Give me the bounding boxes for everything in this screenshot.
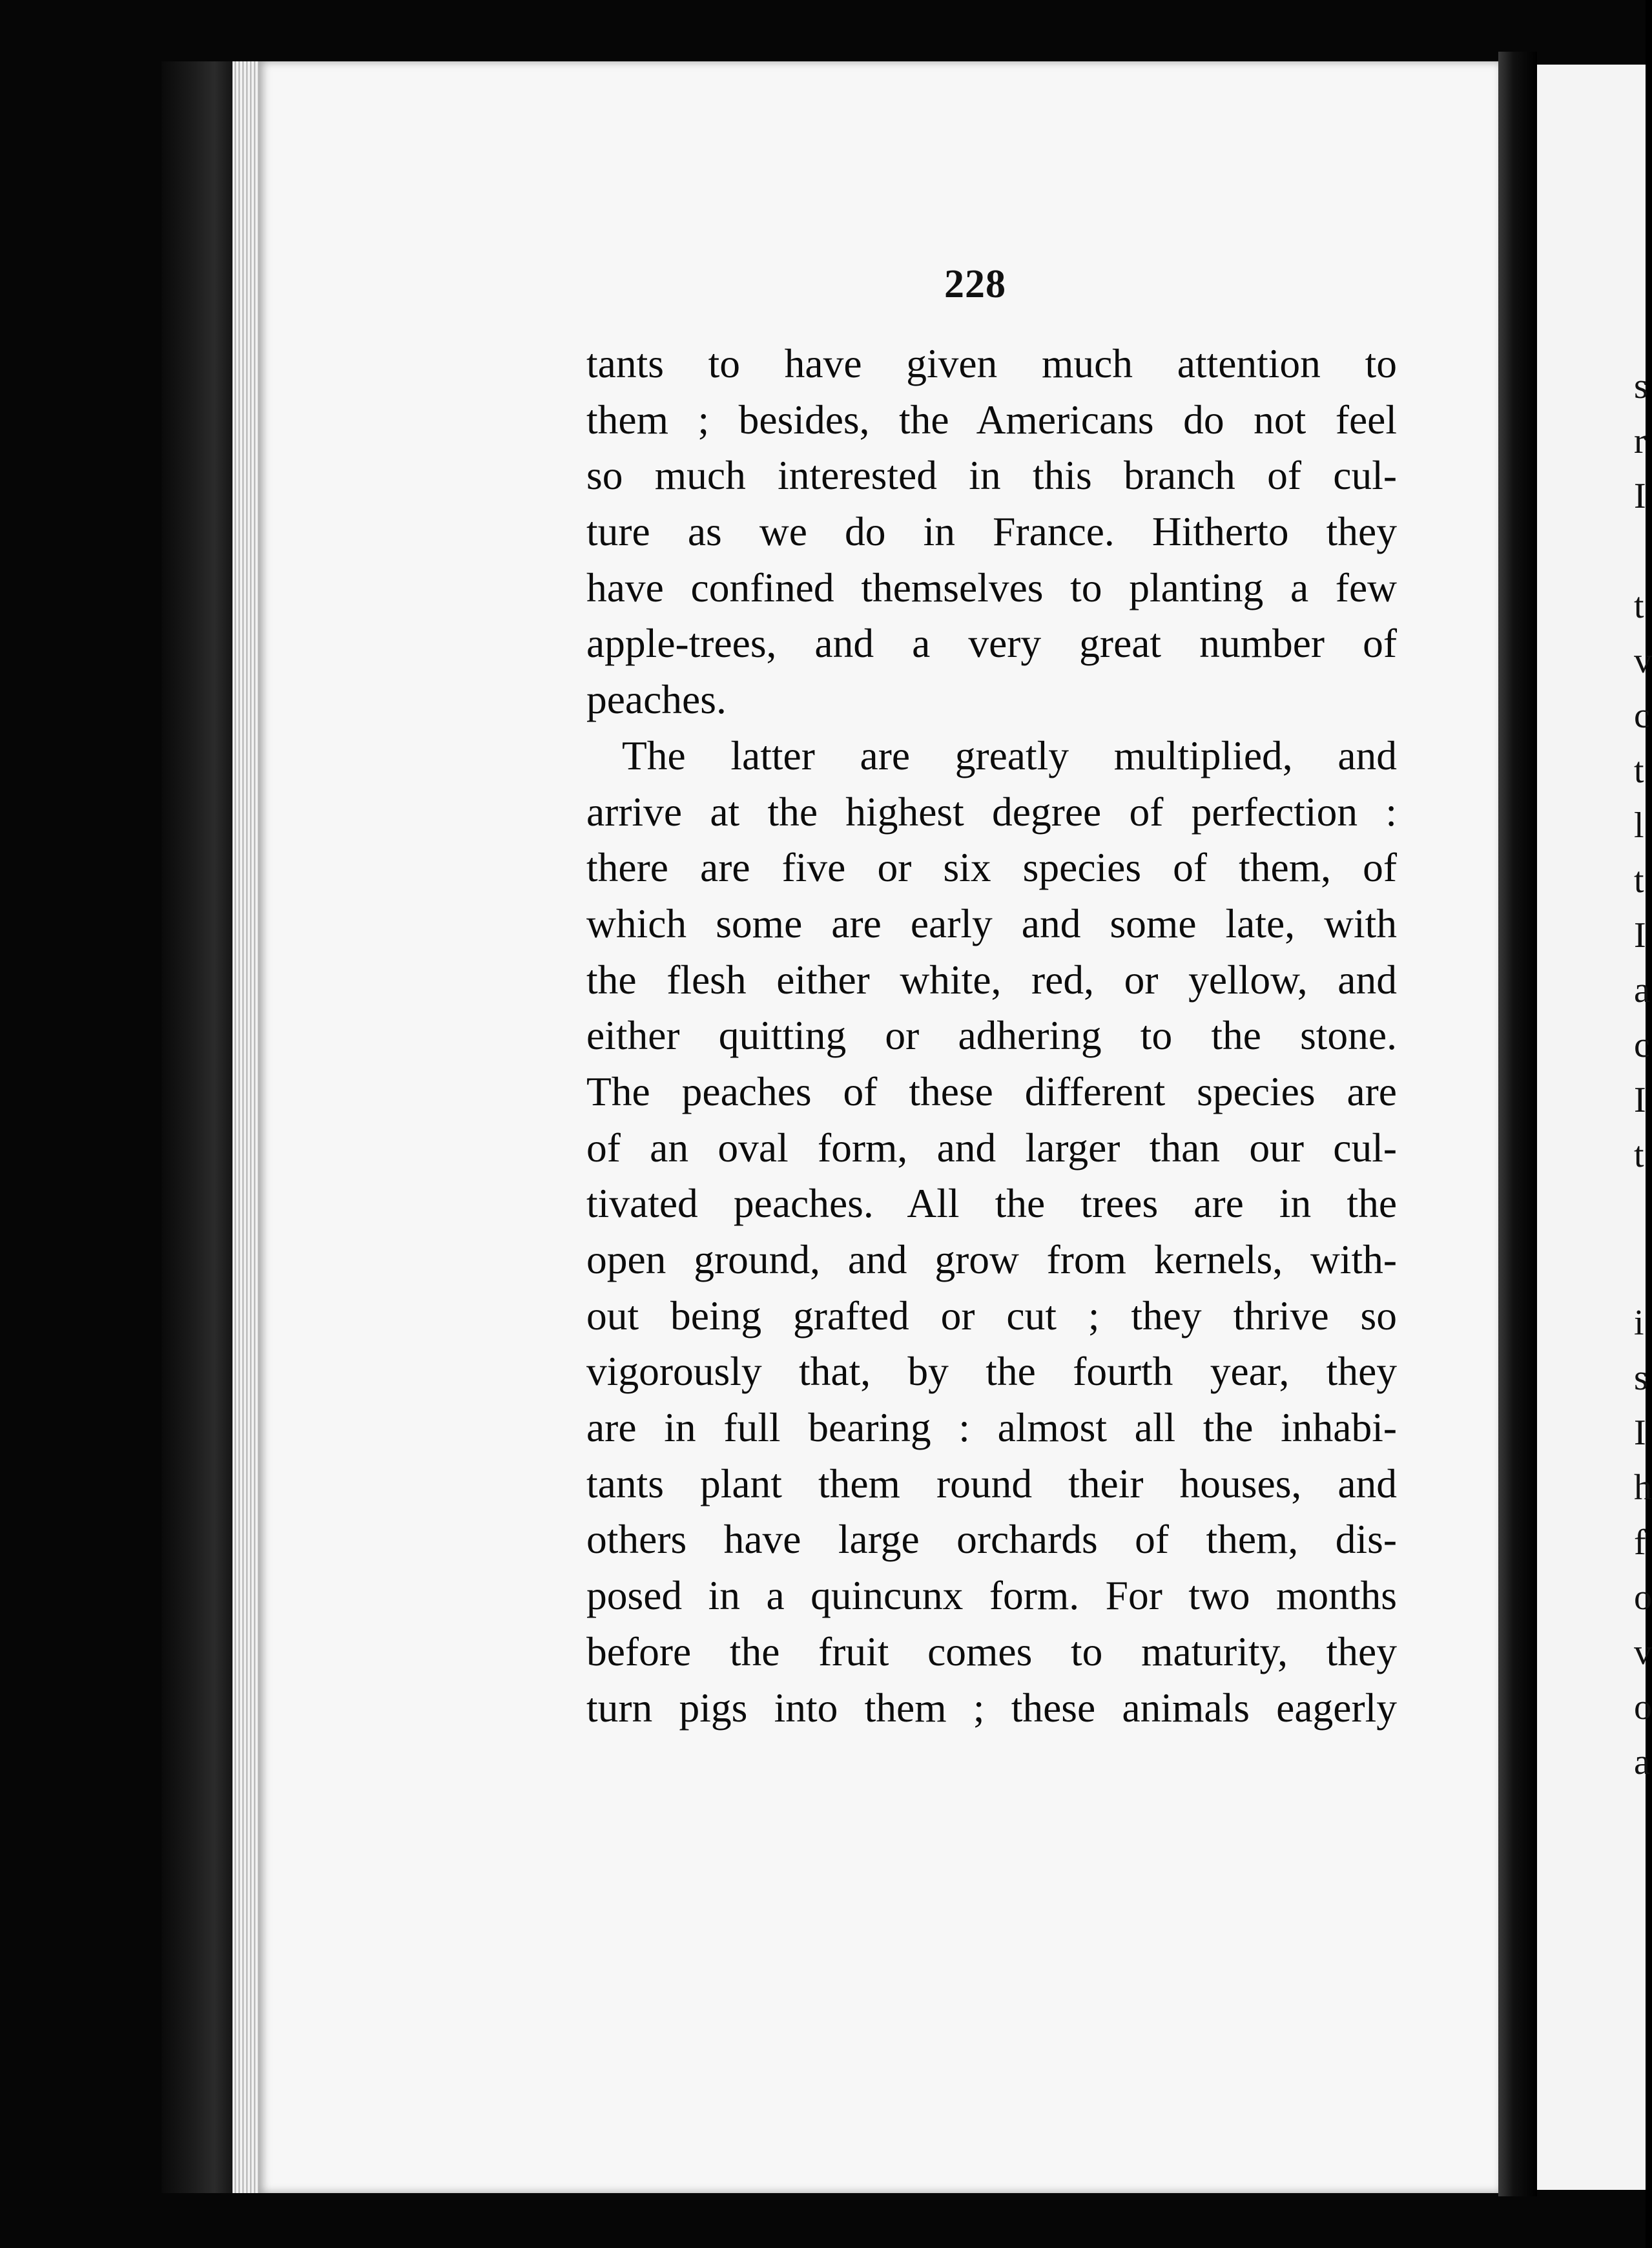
adjacent-glyph: c [1634,696,1650,736]
text-line: which some are early and some late, with [586,900,1397,946]
adjacent-glyph: o [1634,1687,1652,1727]
text-line: open ground, and grow from kernels, with- [586,1236,1397,1282]
adjacent-glyph: I [1634,1080,1646,1120]
page-fore-edge [232,61,258,2193]
text-line: vigorously that, by the fourth year, they [586,1348,1397,1395]
adjacent-glyph: o [1634,1577,1652,1618]
text-line: have confined themselves to planting a few [586,564,1397,610]
adjacent-glyph: a [1634,970,1650,1010]
text-line: them ; besides, the Americans do not feel [586,396,1397,442]
text-line: the flesh either white, red, or yellow, and [586,956,1397,1003]
adjacent-glyph: I [1634,915,1646,955]
adjacent-glyph: a [1634,1742,1650,1782]
adjacent-glyph: v [1634,641,1652,681]
adjacent-glyph: t [1634,860,1644,900]
adjacent-glyph: f [1634,1523,1646,1563]
text-line: tivated peaches. All the trees are in the [586,1180,1397,1227]
adjacent-glyph: h [1634,1468,1652,1508]
text-line: tants to have given much attention to [586,340,1397,386]
text-line: so much interested in this branch of cul- [586,452,1397,499]
adjacent-glyph: s [1634,366,1648,406]
adjacent-glyph: t [1634,1135,1644,1175]
adjacent-glyph: I [1634,476,1646,516]
text-line: The peaches of these different species are [586,1068,1397,1114]
text-line: out being grafted or cut ; they thrive so [586,1292,1397,1338]
page-gutter [1498,52,1537,2196]
text-line: tants plant them round their houses, and [586,1460,1397,1506]
text-line: before the fruit comes to maturity, they [586,1628,1397,1674]
text-line: others have large orchards of them, dis- [586,1516,1397,1563]
page-number: 228 [944,262,1006,306]
adjacent-glyph: i [1634,1303,1644,1343]
adjacent-glyph: r [1634,421,1646,461]
text-line: The latter are greatly multiplied, and [622,732,1397,778]
text-line: ture as we do in France. Hitherto they [586,508,1397,555]
text-line: either quitting or adhering to the stone. [586,1012,1397,1059]
text-line: arrive at the highest degree of perfection : [586,788,1397,835]
text-line: peaches. [586,676,727,723]
text-line: turn pigs into them ; these animals eagerly [586,1684,1397,1731]
text-line: of an oval form, and larger than our cul- [586,1124,1397,1171]
adjacent-glyph: I [1634,1413,1646,1453]
adjacent-glyph: l [1634,806,1644,846]
adjacent-page-edge [1537,65,1652,2190]
text-line: posed in a quincunx form. For two months [586,1572,1397,1619]
text-line: apple-trees, and a very great number of [586,620,1397,667]
text-line: there are five or six species of them, of [586,844,1397,891]
body-text [586,336,1397,1736]
adjacent-glyph: c [1634,1025,1650,1065]
text-line: are in full bearing : almost all the inhabi- [586,1404,1397,1451]
adjacent-glyph: s [1634,1358,1648,1398]
adjacent-glyph: t [1634,586,1644,626]
adjacent-glyph: t [1634,751,1644,791]
adjacent-glyph: v [1634,1632,1652,1672]
